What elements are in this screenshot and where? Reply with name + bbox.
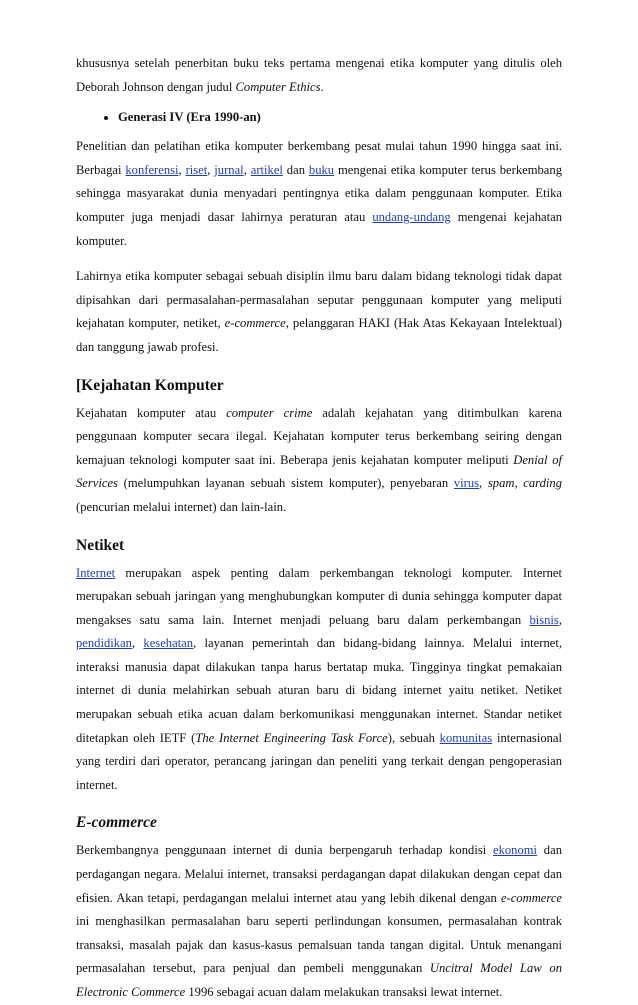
ecommerce-term: e-commerce xyxy=(500,890,562,905)
link-riset[interactable]: riset xyxy=(185,162,208,177)
heading-ecommerce: E-commerce xyxy=(76,814,157,832)
ecommerce-paragraph xyxy=(76,839,562,1004)
sep: , xyxy=(514,476,524,491)
ecommerce-text-c: ini menghasilkan permasalahan baru seperti perlindungan konsumen, permasalahan kontrak transaksi, masalah pajak dan kasus-kasus pemalsuan tanda tangan digital. Untuk menangani permasalahan tersebut, para penjual dan pembeli menggunakan xyxy=(76,914,562,976)
computer-crime-term: computer crime xyxy=(226,405,313,420)
uncitral-term: Uncitral Model Law on Electronic Commerce xyxy=(76,961,562,999)
kejahatan-text-a: Kejahatan komputer atau xyxy=(76,405,227,420)
link-ekonomi[interactable]: ekonomi xyxy=(492,843,538,858)
link-konferensi[interactable]: konferensi xyxy=(125,162,179,177)
sep: , xyxy=(131,636,144,651)
intro-end: . xyxy=(320,79,324,94)
gen4-paragraph xyxy=(76,135,562,253)
intro-paragraph xyxy=(76,52,562,99)
spam-term: spam xyxy=(487,476,515,491)
link-internet[interactable]: Internet xyxy=(76,565,116,580)
link-kesehatan[interactable]: kesehatan xyxy=(143,636,194,651)
lahir-text-b: , pelanggaran HAKI (Hak Atas Kekayaan Intelektual) dan tanggung jawab profesi. xyxy=(76,316,562,354)
kejahatan-text-c: (melumpuhkan layanan sebuah sistem komputer), penyebaran xyxy=(117,476,454,491)
sep: , xyxy=(178,162,186,177)
heading-kejahatan-komputer: [Kejahatan Komputer xyxy=(76,376,224,394)
link-virus[interactable]: virus xyxy=(453,476,480,491)
dos-term: Denial of Services xyxy=(76,452,562,491)
netiket-text-c: ), sebuah xyxy=(387,730,440,745)
ecommerce-term: e-commerce xyxy=(224,316,286,331)
ecommerce-text-b: dan perdagangan negara. Melalui internet, transaksi perdagangan dapat dilakukan dengan cepat dan efisien. Akan tetapi, perdagangan melalui internet atau yang lebih dikenal dengan xyxy=(76,843,562,905)
sep: , xyxy=(479,476,488,491)
ecommerce-text-a: Berkembangnya penggunaan internet di dunia berpengaruh terhadap kondisi xyxy=(76,843,493,858)
link-artikel[interactable]: artikel xyxy=(250,162,283,177)
netiket-text-a: merupakan aspek penting dalam perkembangan teknologi komputer. Internet merupakan sebuah jaringan yang menghubungkan komputer di dunia sehingga komputer dapat mengakses satu sama lain. Internet menjadi peluang baru dalam perkembangan xyxy=(76,565,562,627)
gen4-text-a: Penelitian dan pelatihan etika komputer berkembang pesat mulai tahun 1990 hingga saat ini. Berbagai xyxy=(76,139,562,177)
link-komunitas[interactable]: komunitas xyxy=(439,730,493,745)
carding-term: carding xyxy=(523,476,563,491)
list-item-generasi-iv: • Generasi IV (Era 1990-an) xyxy=(118,105,562,129)
sep: dan xyxy=(282,162,309,177)
netiket-text-b: , layanan pemerintah dan bidang-bidang lainnya. Melalui internet, interaksi manusia dapat dilakukan tanpa harus bertatap muka. Tingginya tingkat pemakaian internet di dunia melahirkan sebuah aturan baru di bidang internet yaitu netiket. Netiket merupakan sebuah etika acuan dalam berkomunikasi menggunakan internet. Standar netiket ditetapkan oleh IETF ( xyxy=(76,636,562,745)
heading-netiket: Netiket xyxy=(76,536,125,554)
ecommerce-text-d: 1996 sebagai acuan dalam melakukan transaksi lewat internet. xyxy=(185,985,503,999)
sep: , xyxy=(207,162,215,177)
lahir-text-a: Lahirnya etika komputer sebagai sebuah disiplin ilmu baru dalam bidang teknologi tidak dapat dipisahkan dari permasalahan-permasalahan seputar penggunaan komputer yang meliputi kejahatan komputer, netiket, xyxy=(76,269,562,331)
kejahatan-text-d: (pencurian melalui internet) dan lain-lain. xyxy=(76,499,287,514)
generation-list xyxy=(76,105,562,129)
link-jurnal[interactable]: jurnal xyxy=(214,162,244,177)
kejahatan-text-b: adalah kejahatan yang ditimbulkan karena penggunaan komputer secara ilegal. Kejahatan komputer terus berkembang seiring dengan kemajuan teknologi komputer saat ini. Beberapa jenis kejahatan komputer meliputi xyxy=(76,405,563,467)
sep: , xyxy=(558,612,562,627)
book-title: Computer Ethics xyxy=(235,79,321,94)
netiket-paragraph xyxy=(76,562,562,798)
ietf-term: The Internet Engineering Task Force xyxy=(195,730,388,745)
link-undang-undang[interactable]: undang-undang xyxy=(372,209,451,224)
gen4-text-b: mengenai etika komputer terus berkembang sehingga masyarakat dunia menyadari pentingnya etika dalam penggunaan komputer. Etika komputer juga menjadi dasar lahirnya peraturan atau xyxy=(76,162,562,224)
kejahatan-paragraph xyxy=(76,402,562,520)
link-buku[interactable]: buku xyxy=(308,162,335,177)
netiket-text-d: internasional yang terdiri dari operator, perancang jaringan dan peneliti yang terkait dengan pengoperasian internet. xyxy=(76,730,563,792)
link-pendidikan[interactable]: pendidikan xyxy=(76,636,132,651)
intro-text: khususnya setelah penerbitan buku teks pertama mengenai etika komputer yang ditulis oleh Deborah Johnson dengan judul xyxy=(76,56,562,94)
lahir-paragraph xyxy=(76,265,562,359)
gen4-text-c: mengenai kejahatan komputer. xyxy=(76,209,563,248)
sep: , xyxy=(243,162,251,177)
link-bisnis[interactable]: bisnis xyxy=(529,612,559,627)
